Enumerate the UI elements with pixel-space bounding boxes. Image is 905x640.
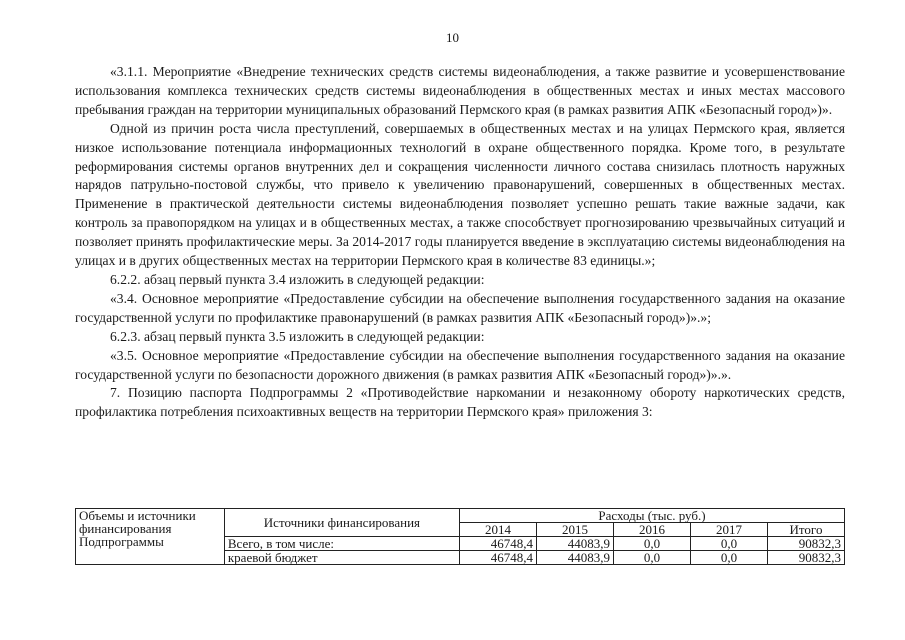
year-2017: 2017 [690, 523, 767, 537]
table-header-row [76, 509, 845, 523]
regional-2017: 0,0 [690, 551, 767, 565]
paragraph-6-2-3: 6.2.3. абзац первый пункта 3.5 изложить в следующей редакции: [110, 328, 485, 344]
total-2015: 44083,9 [536, 537, 613, 551]
total-2014: 46748,4 [459, 537, 536, 551]
total-2017: 0,0 [690, 537, 767, 551]
paragraph-3-5: «3.5. Основное мероприятие «Предоставление субсидии на обеспечение выполнения государственного задания на оказание государственной услуги по безопасности дорожного движения (в рамках развития АПК «Безопасный город»)».». [75, 347, 845, 382]
regional-2016: 0,0 [613, 551, 690, 565]
total-sum: 90832,3 [767, 537, 844, 551]
total-2016: 0,0 [613, 537, 690, 551]
row-label-total: Всего, в том числе: [224, 537, 459, 551]
paragraph-crime-causes: Одной из причин роста числа преступлений, совершаемых в общественных местах и на улицах Пермского края, является низкое использование потенциала информационных технологий в охране общественного порядка. Кроме того, в результате реформирования системы органов внутренних дел и сокращения численности личного состава снизилась плотность наружных нарядов патрульно-постовой службы, что привело к увеличению правонарушений, совершенных в общественных местах. Применение в практической деятельности системы видеонаблюдения позволяет успешно решать такие важные задачи, как контроль за правопорядком на улицах и в общественных местах, а также способствует прогнозированию чрезвычайных ситуаций и позволяет принять профилактические меры. За 2014-2017 годы планируется введение в эксплуатацию системы видеонаблюдения на улицах и в других общественных местах на территории Пермского края в количестве 83 единицы.»; [75, 120, 845, 269]
paragraph-6-2-2: 6.2.2. абзац первый пункта 3.4 изложить в следующей редакции: [110, 271, 485, 287]
regional-2014: 46748,4 [459, 551, 536, 565]
financing-table [75, 508, 845, 565]
regional-2015: 44083,9 [536, 551, 613, 565]
paragraph-3-1-1: «3.1.1. Мероприятие «Внедрение технических средств системы видеонаблюдения, а также развитие и усовершенствование использования комплекса технических средств системы видеонаблюдения в общественных местах и иных местах массового пребывания граждан на территории муниципальных образований Пермского края (в рамках развития АПК «Безопасный город»)». [75, 64, 845, 117]
row-label-regional-budget: краевой бюджет [224, 551, 459, 565]
paragraph-3-4: «3.4. Основное мероприятие «Предоставление субсидии на обеспечение выполнения государственного задания на оказание государственной услуги по профилактике правонарушений (в рамках развития АПК «Безопасный город»)».»; [75, 290, 845, 325]
financing-volume-header: Объемы и источники финансирования Подпрограммы [76, 509, 225, 565]
page-number: 10 [446, 30, 459, 45]
regional-sum: 90832,3 [767, 551, 844, 565]
paragraph-7: 7. Позицию паспорта Подпрограммы 2 «Противодействие наркомании и незаконному обороту наркотических средств, профилактика потребления психоактивных веществ на территории Пермского края» приложения 3: [75, 385, 845, 420]
year-total: Итого [767, 523, 844, 537]
year-2014: 2014 [459, 523, 536, 537]
year-2015: 2015 [536, 523, 613, 537]
document-body [75, 63, 845, 422]
expenses-header: Расходы (тыс. руб.) [459, 509, 844, 523]
year-2016: 2016 [613, 523, 690, 537]
financing-source-header: Источники финансирования [224, 509, 459, 537]
